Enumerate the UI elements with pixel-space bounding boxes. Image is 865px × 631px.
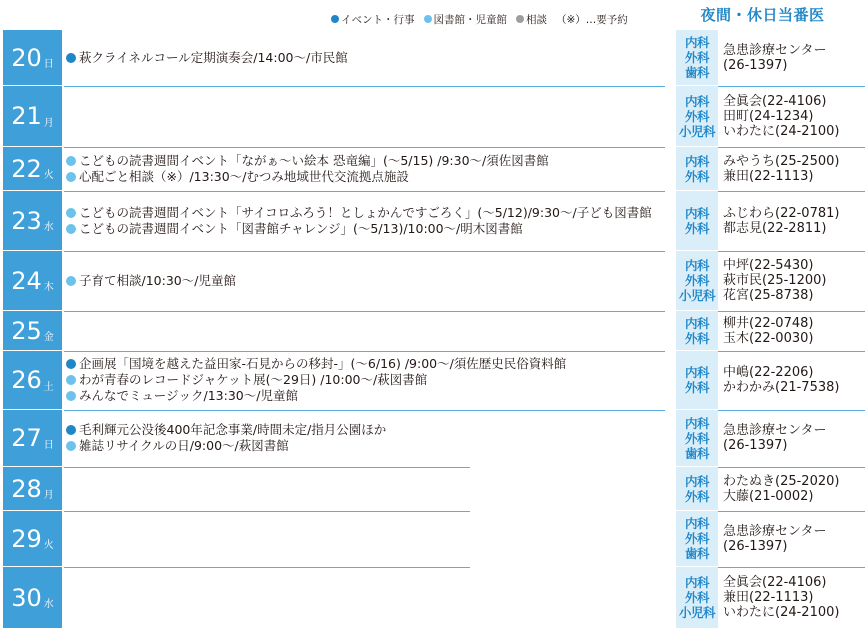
on-duty-doctors <box>676 467 865 510</box>
dept-label: 外科 <box>684 330 709 346</box>
legend-item-consult <box>516 12 547 27</box>
day-cell <box>3 311 62 350</box>
legend-dot-icon <box>424 15 432 23</box>
on-duty-doctors <box>676 511 865 566</box>
event-text: みんなでミュージック/13:30～/児童館 <box>79 388 298 403</box>
dept-column <box>676 410 718 466</box>
event-text: 心配ごと相談（※）/13:30～/むつみ地域世代交流拠点施設 <box>79 168 409 184</box>
clinic-info: 柳井(22-0748) <box>723 315 814 331</box>
event-bullet-icon <box>66 276 76 286</box>
day-cell <box>3 410 62 466</box>
legend <box>331 11 628 27</box>
event-item <box>64 205 665 221</box>
dept-label: 外科 <box>684 531 709 546</box>
dept-label: 内科 <box>684 258 709 273</box>
clinic-info: 兼田(22-1113) <box>723 590 814 605</box>
dept-column <box>676 311 718 350</box>
clinic-column <box>723 30 865 85</box>
events-cell <box>64 511 665 566</box>
clinic-column <box>723 511 865 566</box>
day-row <box>0 351 865 409</box>
day-row <box>0 467 865 510</box>
dept-label: 内科 <box>684 415 709 431</box>
clinic-column <box>723 251 865 310</box>
event-bullet-icon <box>66 208 76 218</box>
clinic-column <box>723 467 865 510</box>
day-weekday: 金 <box>43 332 54 343</box>
day-row <box>0 567 865 628</box>
on-duty-doctors <box>676 251 865 310</box>
clinic-info: いわたに(24-2100) <box>723 605 840 620</box>
dept-label: 外科 <box>684 168 709 184</box>
day-weekday: 日 <box>43 59 54 70</box>
clinic-info: いわたに(24-2100) <box>723 123 840 139</box>
event-text: こどもの読書週間イベント「図書館チャレンジ」(～5/13)/10:00～/明木図書館 <box>79 220 523 236</box>
day-number: 30 <box>11 583 42 612</box>
dept-label: 内科 <box>684 35 709 50</box>
dept-label: 内科 <box>684 575 709 590</box>
dept-column <box>676 251 718 310</box>
event-bullet-icon <box>66 224 76 234</box>
event-text: 毛利輝元公没後400年記念事業/時間未定/指月公園ほか <box>79 422 387 437</box>
dept-label: 歯科 <box>684 546 709 561</box>
dept-label: 内科 <box>684 153 709 169</box>
clinic-info: 都志見(22-2811) <box>723 220 827 236</box>
events-cell <box>64 30 665 85</box>
dept-label: 内科 <box>684 473 709 489</box>
event-bullet-icon <box>66 53 76 63</box>
clinic-column <box>723 567 865 628</box>
day-number: 23 <box>11 206 42 235</box>
dept-label: 内科 <box>684 205 709 221</box>
on-duty-doctor-title: 夜間・休日当番医 <box>700 6 825 24</box>
on-duty-doctors <box>676 86 865 146</box>
clinic-column <box>723 86 865 146</box>
day-cell <box>3 567 62 628</box>
clinic-info: わたぬき(25-2020) <box>723 473 840 489</box>
clinic-info: 全眞会(22-4106) <box>723 93 827 109</box>
day-weekday: 火 <box>43 540 54 551</box>
clinic-info: 田町(24-1234) <box>723 108 814 124</box>
event-item <box>64 169 665 185</box>
clinic-info: 急患診療センター <box>723 42 827 58</box>
legend-item-library <box>424 12 508 27</box>
day-row <box>0 511 865 566</box>
event-bullet-icon <box>66 391 76 401</box>
dept-label: 外科 <box>684 430 709 446</box>
event-text: 萩クライネルコール定期演奏会/14:00～/市民館 <box>79 49 348 65</box>
events-cell <box>64 567 665 628</box>
dept-label: 外科 <box>684 380 709 395</box>
events-cell <box>64 147 665 190</box>
event-item <box>64 50 665 66</box>
event-text: 子育て相談/10:30～/児童館 <box>79 272 236 288</box>
on-duty-doctors <box>676 191 865 250</box>
on-duty-doctors <box>676 351 865 409</box>
day-row <box>0 251 865 310</box>
day-cell <box>3 191 62 250</box>
clinic-column <box>723 311 865 350</box>
event-item <box>64 388 665 404</box>
events-cell <box>64 467 665 510</box>
day-number: 28 <box>11 474 42 503</box>
on-duty-doctors <box>676 311 865 350</box>
events-cell <box>64 86 665 146</box>
day-weekday: 水 <box>43 222 54 233</box>
on-duty-doctors <box>676 567 865 628</box>
events-cell <box>64 311 665 350</box>
event-text: こどもの読書週間イベント「ながぁ～い絵本 恐竜編」(～5/15) /9:30～/須佐図書館 <box>79 152 549 168</box>
event-bullet-icon <box>66 425 76 435</box>
dept-column <box>676 467 718 510</box>
event-item <box>64 438 665 454</box>
day-weekday: 月 <box>43 490 54 501</box>
day-row <box>0 191 865 250</box>
clinic-info: (26-1397) <box>723 538 788 554</box>
day-number: 20 <box>11 43 42 72</box>
legend-dot-icon <box>331 15 339 23</box>
day-row <box>0 30 865 85</box>
events-cell <box>64 351 665 409</box>
clinic-info: 花宮(25-8738) <box>723 288 814 303</box>
clinic-info: 兼田(22-1113) <box>723 168 814 184</box>
dept-column <box>676 86 718 146</box>
clinic-column <box>723 410 865 466</box>
dept-label: 外科 <box>684 50 709 65</box>
day-cell <box>3 467 62 510</box>
events-cell <box>64 191 665 250</box>
clinic-info: 中坪(22-5430) <box>723 258 814 273</box>
clinic-info: みやうち(25-2500) <box>723 153 840 169</box>
legend-note: （※）…要予約 <box>556 13 628 26</box>
day-cell <box>3 86 62 146</box>
clinic-info: ふじわら(22-0781) <box>723 205 840 221</box>
dept-column <box>676 567 718 628</box>
clinic-info: 玉木(22-0030) <box>723 330 814 346</box>
day-cell <box>3 351 62 409</box>
legend-label: 図書館・児童館 <box>433 13 507 26</box>
dept-column <box>676 147 718 190</box>
clinic-info: 急患診療センター <box>723 423 827 438</box>
day-number: 26 <box>11 366 42 394</box>
dept-label: 小児科 <box>678 123 715 139</box>
dept-column <box>676 191 718 250</box>
on-duty-doctors <box>676 147 865 190</box>
dept-label: 外科 <box>684 273 709 288</box>
day-number: 24 <box>11 266 42 295</box>
dept-label: 内科 <box>684 365 709 380</box>
event-item <box>64 422 665 438</box>
day-cell <box>3 511 62 566</box>
day-row <box>0 311 865 350</box>
event-text: 企画展「国境を越えた益田家-石見からの移封-」(～6/16) /9:00～/須佐歴史民俗資料館 <box>79 356 567 371</box>
clinic-info: 急患診療センター <box>723 523 827 539</box>
clinic-info: (26-1397) <box>723 438 788 453</box>
dept-label: 内科 <box>684 93 709 109</box>
clinic-info: (26-1397) <box>723 57 788 73</box>
clinic-info: 中嶋(22-2206) <box>723 365 814 380</box>
legend-dot-icon <box>516 15 524 23</box>
day-cell <box>3 30 62 85</box>
dept-label: 小児科 <box>678 288 715 303</box>
day-number: 27 <box>11 424 42 452</box>
clinic-column <box>723 351 865 409</box>
event-item <box>64 153 665 169</box>
day-weekday: 日 <box>43 439 54 451</box>
events-cell <box>64 410 665 466</box>
clinic-info: かわかみ(21-7538) <box>723 380 840 395</box>
on-duty-doctors <box>676 30 865 85</box>
event-bullet-icon <box>66 156 76 166</box>
event-text: わが青春のレコードジャケット展(～29日) /10:00～/萩図書館 <box>79 372 428 387</box>
dept-column <box>676 351 718 409</box>
event-bullet-icon <box>66 375 76 385</box>
day-row <box>0 86 865 146</box>
clinic-info: 萩市民(25-1200) <box>723 273 827 288</box>
day-number: 21 <box>11 102 42 130</box>
day-weekday: 水 <box>43 599 54 610</box>
day-number: 22 <box>11 154 42 183</box>
dept-label: 小児科 <box>678 605 715 620</box>
day-cell <box>3 147 62 190</box>
event-text: こどもの読書週間イベント「サイコロふろう！としょかんですごろく」(～5/12)/9:30～/子ども図書館 <box>79 204 652 220</box>
event-bullet-icon <box>66 172 76 182</box>
legend-label: イベント・行事 <box>341 13 415 26</box>
clinic-info: 大藤(21-0002) <box>723 488 814 504</box>
dept-label: 内科 <box>684 516 709 531</box>
event-item <box>64 273 665 289</box>
day-weekday: 土 <box>43 381 54 393</box>
day-row <box>0 410 865 466</box>
dept-label: 歯科 <box>684 65 709 80</box>
events-cell <box>64 251 665 310</box>
dept-label: 歯科 <box>684 445 709 461</box>
day-number: 29 <box>11 524 42 553</box>
event-text: 雑誌リサイクルの日/9:00～/萩図書館 <box>79 438 289 453</box>
dept-label: 外科 <box>684 220 709 236</box>
day-row <box>0 147 865 190</box>
on-duty-doctors <box>676 410 865 466</box>
dept-column <box>676 511 718 566</box>
day-weekday: 月 <box>43 117 54 129</box>
event-item <box>64 356 665 372</box>
clinic-column <box>723 191 865 250</box>
event-item <box>64 372 665 388</box>
event-bullet-icon <box>66 359 76 369</box>
dept-column <box>676 30 718 85</box>
dept-label: 外科 <box>684 590 709 605</box>
day-weekday: 木 <box>43 282 54 293</box>
dept-label: 外科 <box>684 488 709 504</box>
event-item <box>64 221 665 237</box>
day-weekday: 火 <box>43 170 54 181</box>
day-cell <box>3 251 62 310</box>
clinic-info: 全眞会(22-4106) <box>723 575 827 590</box>
day-number: 25 <box>11 316 42 345</box>
legend-item-event <box>331 12 415 27</box>
legend-label: 相談 <box>526 13 547 26</box>
dept-label: 外科 <box>684 108 709 124</box>
clinic-column <box>723 147 865 190</box>
event-bullet-icon <box>66 441 76 451</box>
dept-label: 内科 <box>684 315 709 331</box>
